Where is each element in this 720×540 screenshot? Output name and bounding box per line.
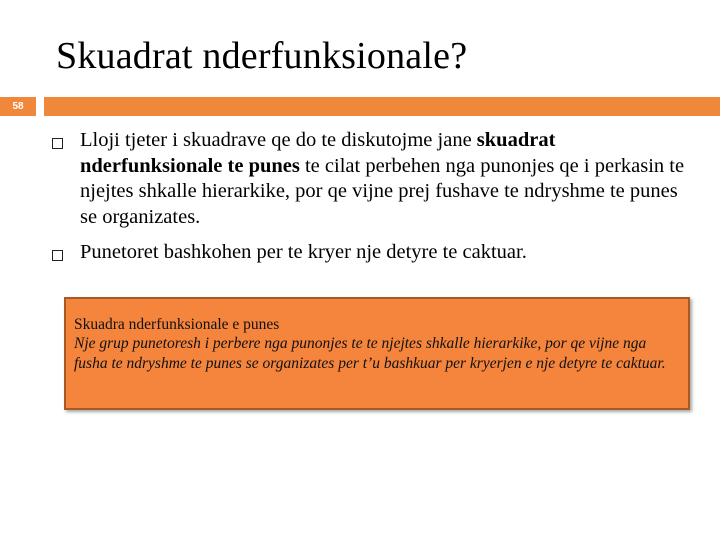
bullet-text-end: te cilat perbehen nga punonjes qe i perkasin te njejtes shkalle hierarkike, por qe vijne prej fushave te ndryshme te punes se organizates. xyxy=(80,154,685,228)
bullet-text-start: Punetoret bashkohen per te kryer nje detyre te caktuar. xyxy=(80,241,527,263)
bullet-text xyxy=(80,240,698,266)
bullet-item xyxy=(48,240,698,266)
definition-box xyxy=(64,297,690,410)
bullet-text-start: Lloji tjeter i skuadrave qe do te diskutojme jane xyxy=(80,129,477,151)
title-underline-bar xyxy=(44,97,720,116)
slide-number: 58 xyxy=(0,97,36,116)
definition-title: Skuadra nderfunksionale e punes xyxy=(74,316,280,333)
square-bullet-icon xyxy=(52,250,63,261)
bullet-list xyxy=(48,128,698,276)
bullet-text-bold: skuadrat nderfunksionale te punes xyxy=(80,129,556,177)
bullet-item xyxy=(48,128,698,230)
square-bullet-icon xyxy=(52,138,63,149)
definition-body: Nje grup punetoresh i perbere nga punonjes te te njejtes shkalle hierarkike, por qe vijne nga fusha te ndryshme te punes se organizates per t’u bashkuar per kryerjen e nje detyre te caktuar. xyxy=(74,335,666,372)
bullet-text xyxy=(80,128,698,230)
slide-title: Skuadrat nderfunksionale? xyxy=(56,35,468,77)
